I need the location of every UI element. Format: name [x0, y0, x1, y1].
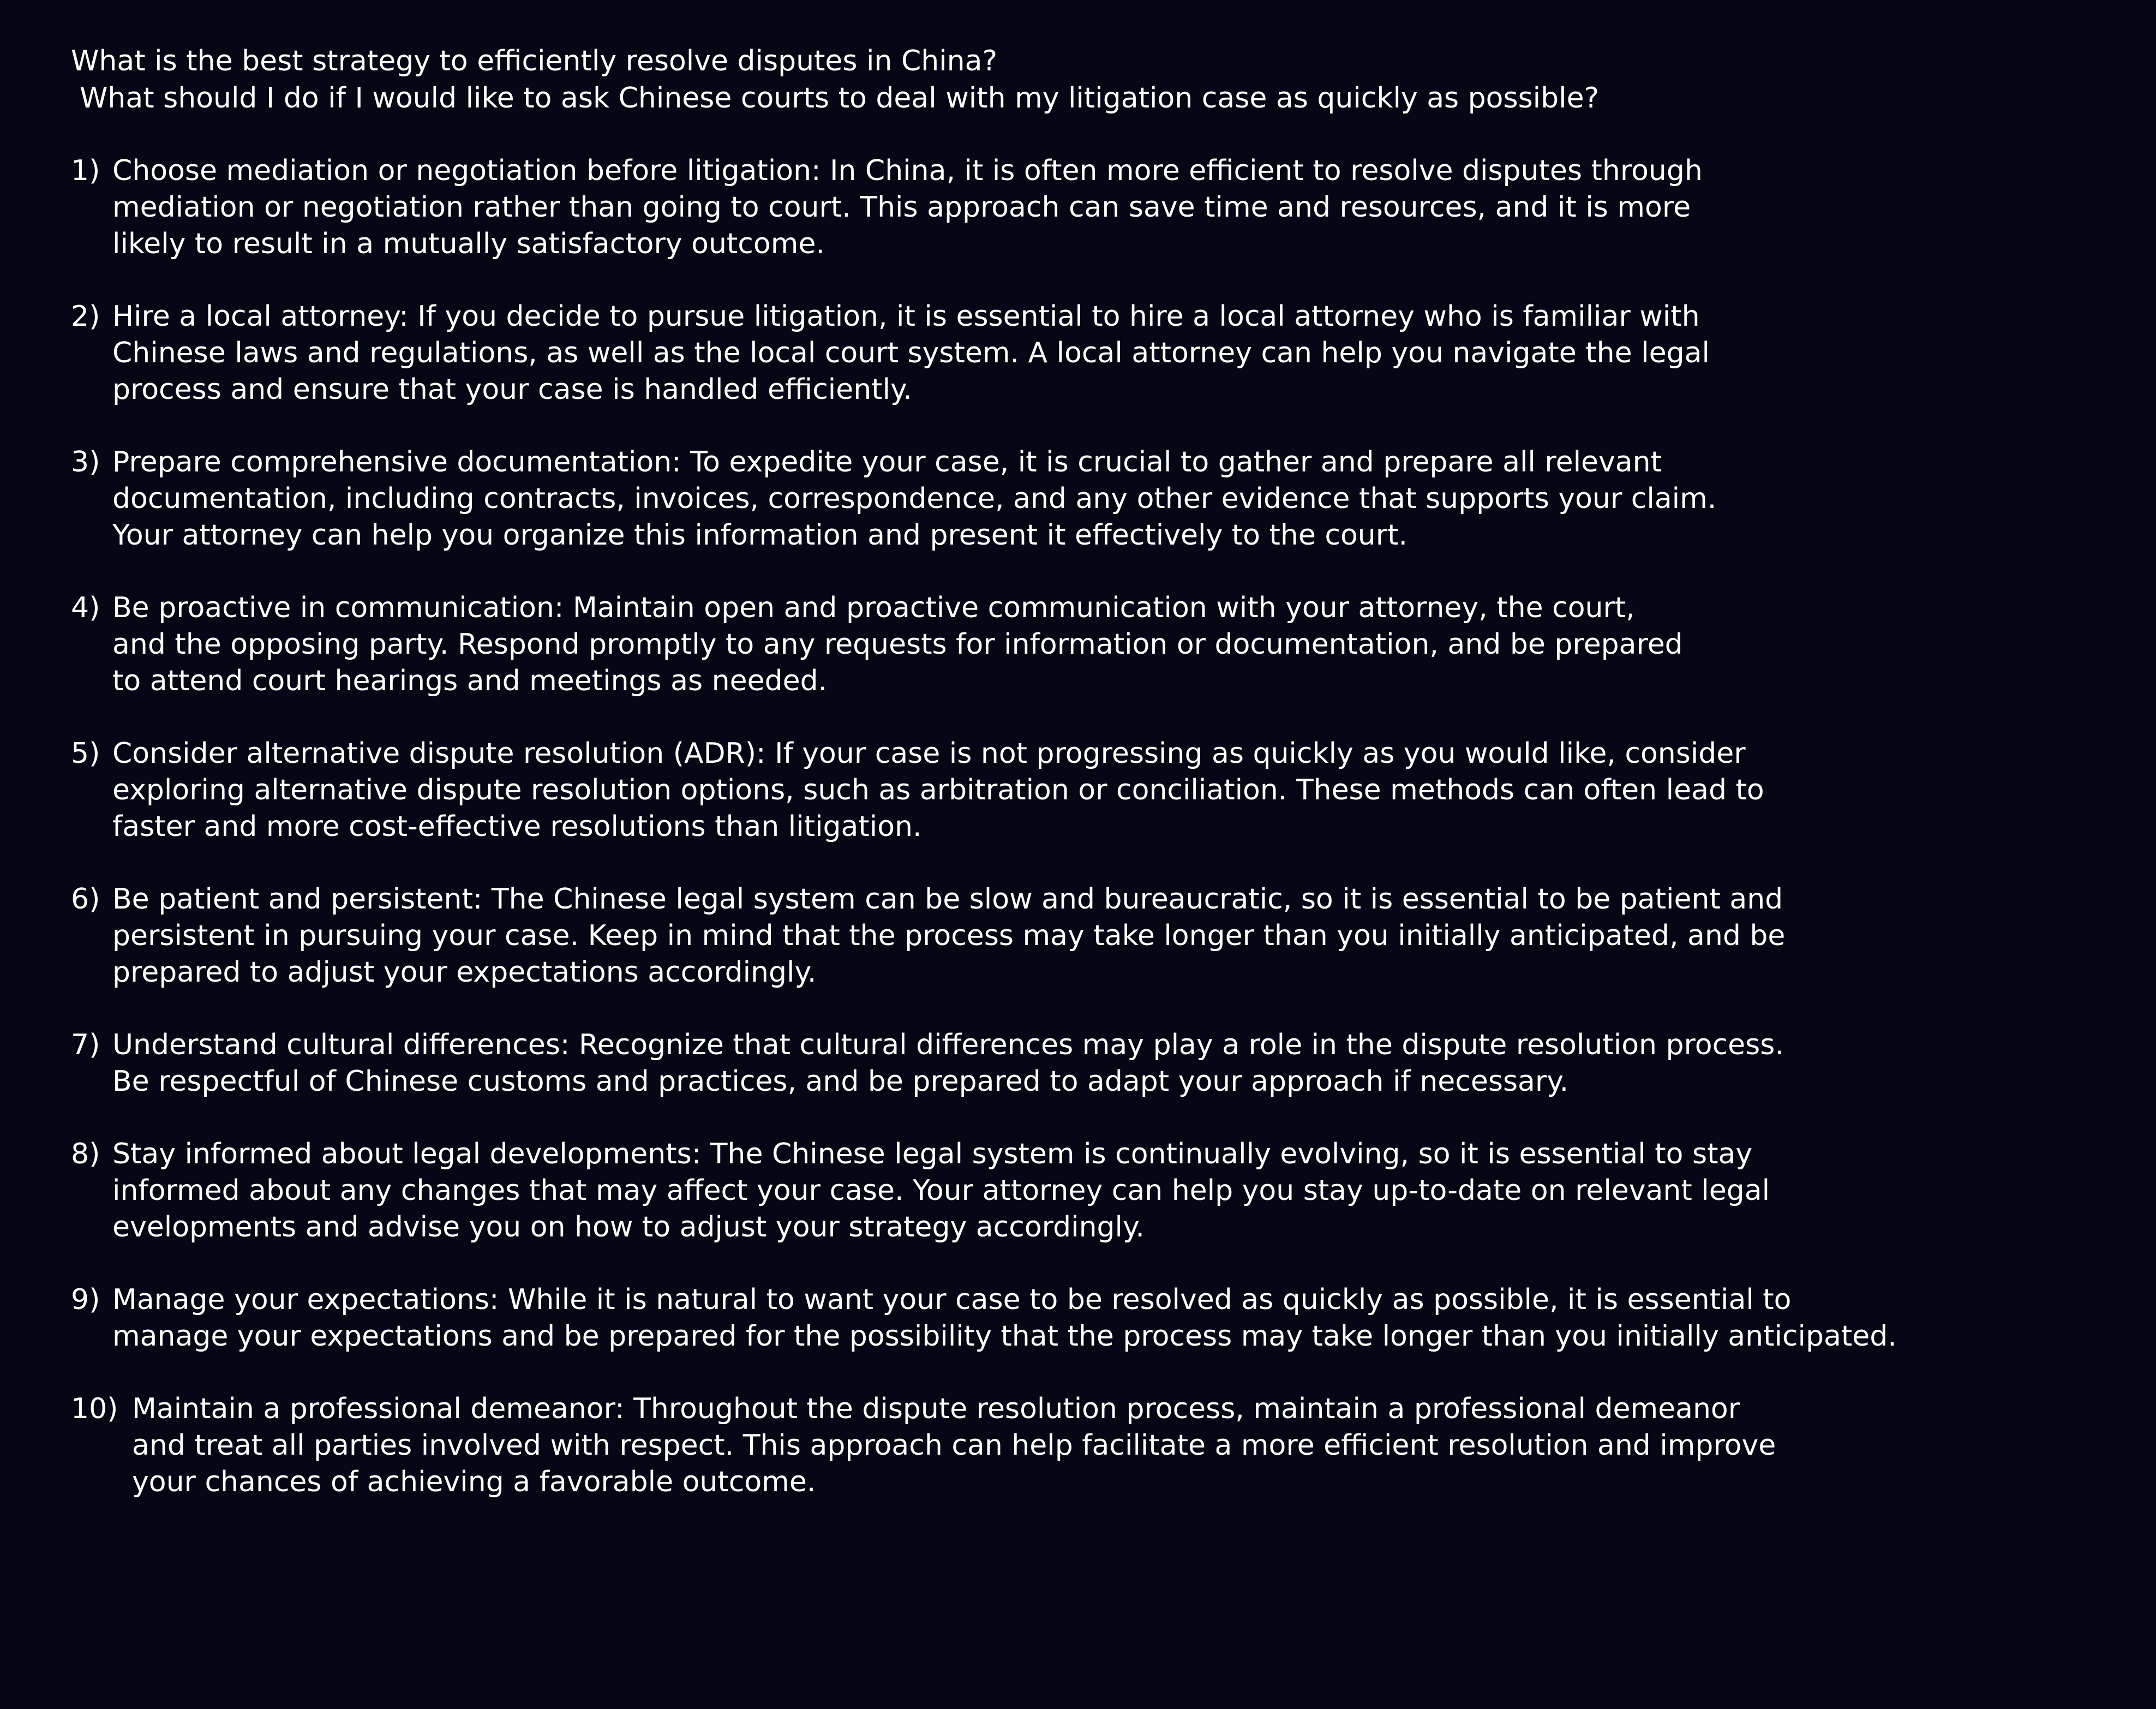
list-item — [71, 1391, 2122, 1501]
list-item — [71, 1136, 2122, 1246]
list-item — [71, 153, 2122, 262]
list-item — [71, 298, 2122, 408]
item-text: Stay informed about legal developments: The Chinese legal system is continually evolving, so it is essential to stay informed about any changes that may affect your case. Your attorney can help you stay up-to-date on relevant legal evelopments and advise you on how to adjust your strategy accordingly. — [112, 1138, 1770, 1244]
list-item — [71, 881, 2122, 991]
item-text: Maintain a professional demeanor: Throughout the dispute resolution process, maintain a professional demeanor and treat all parties involved with respect. This approach can help facilitate a more efficient resolution and improve your chances of achieving a favorable outcome. — [132, 1393, 1776, 1498]
item-text: Understand cultural differences: Recognize that cultural differences may play a role in the dispute resolution process. Be respectful of Chinese customs and practices, and be prepared to adapt your approach if necessary. — [112, 1029, 1784, 1098]
item-number: 6) — [71, 883, 100, 916]
question-title: What is the best strategy to efficiently resolve disputes in China? — [71, 45, 998, 77]
list-item — [71, 736, 2122, 845]
answer-list — [71, 153, 2122, 1501]
item-number: 4) — [71, 591, 100, 624]
list-item — [71, 1282, 2122, 1355]
item-number: 10) — [71, 1393, 118, 1425]
item-number: 2) — [71, 300, 100, 333]
item-number: 8) — [71, 1138, 100, 1170]
item-number: 5) — [71, 737, 100, 770]
list-item — [71, 590, 2122, 700]
item-text: Hire a local attorney: If you decide to pursue litigation, it is essential to hire a local attorney who is familiar with Chinese laws and regulations, as well as the local court system. A local attorney can help you navigate the legal process and ensure that your case is handled efficiently. — [112, 300, 1710, 406]
item-text: Choose mediation or negotiation before litigation: In China, it is often more efficient to resolve disputes through mediation or negotiation rather than going to court. This approach can save time and resources, and it is more likely to result in a mutually satisfactory outcome. — [112, 154, 1703, 260]
item-text: Prepare comprehensive documentation: To expedite your case, it is crucial to gather and prepare all relevant documentation, including contracts, invoices, correspondence, and any other evidence that supports your claim. Your attorney can help you organize this information and present it effectively to the court. — [112, 446, 1717, 552]
item-number: 7) — [71, 1029, 100, 1061]
document — [71, 43, 2122, 1537]
list-item — [71, 1027, 2122, 1100]
item-text: Be proactive in communication: Maintain open and proactive communication with your attorney, the court, and the opposing party. Respond promptly to any requests for information or documentation, and be prepared to attend court hearings and meetings as needed. — [112, 591, 1683, 697]
list-item — [71, 444, 2122, 554]
item-number: 1) — [71, 154, 100, 187]
item-number: 9) — [71, 1283, 100, 1316]
item-text: Consider alternative dispute resolution (ADR): If your case is not progressing as quickly as you would like, consider exploring alternative dispute resolution options, such as arbitration or conciliation. These methods can often lead to faster and more cost-effective resolutions than litigation. — [112, 737, 1764, 843]
item-text: Manage your expectations: While it is natural to want your case to be resolved as quickly as possible, it is essential to manage your expectations and be prepared for the possibility that the process may take longer than you initially anticipated. — [112, 1283, 1897, 1353]
question-subtitle: What should I do if I would like to ask Chinese courts to deal with my litigation case as quickly as possible? — [80, 82, 1600, 115]
item-text: Be patient and persistent: The Chinese legal system can be slow and bureaucratic, so it is essential to be patient and persistent in pursuing your case. Keep in mind that the process may take longer than you initially anticipated, and be prepared to adjust your expectations accordingly. — [112, 883, 1786, 989]
item-number: 3) — [71, 446, 100, 479]
